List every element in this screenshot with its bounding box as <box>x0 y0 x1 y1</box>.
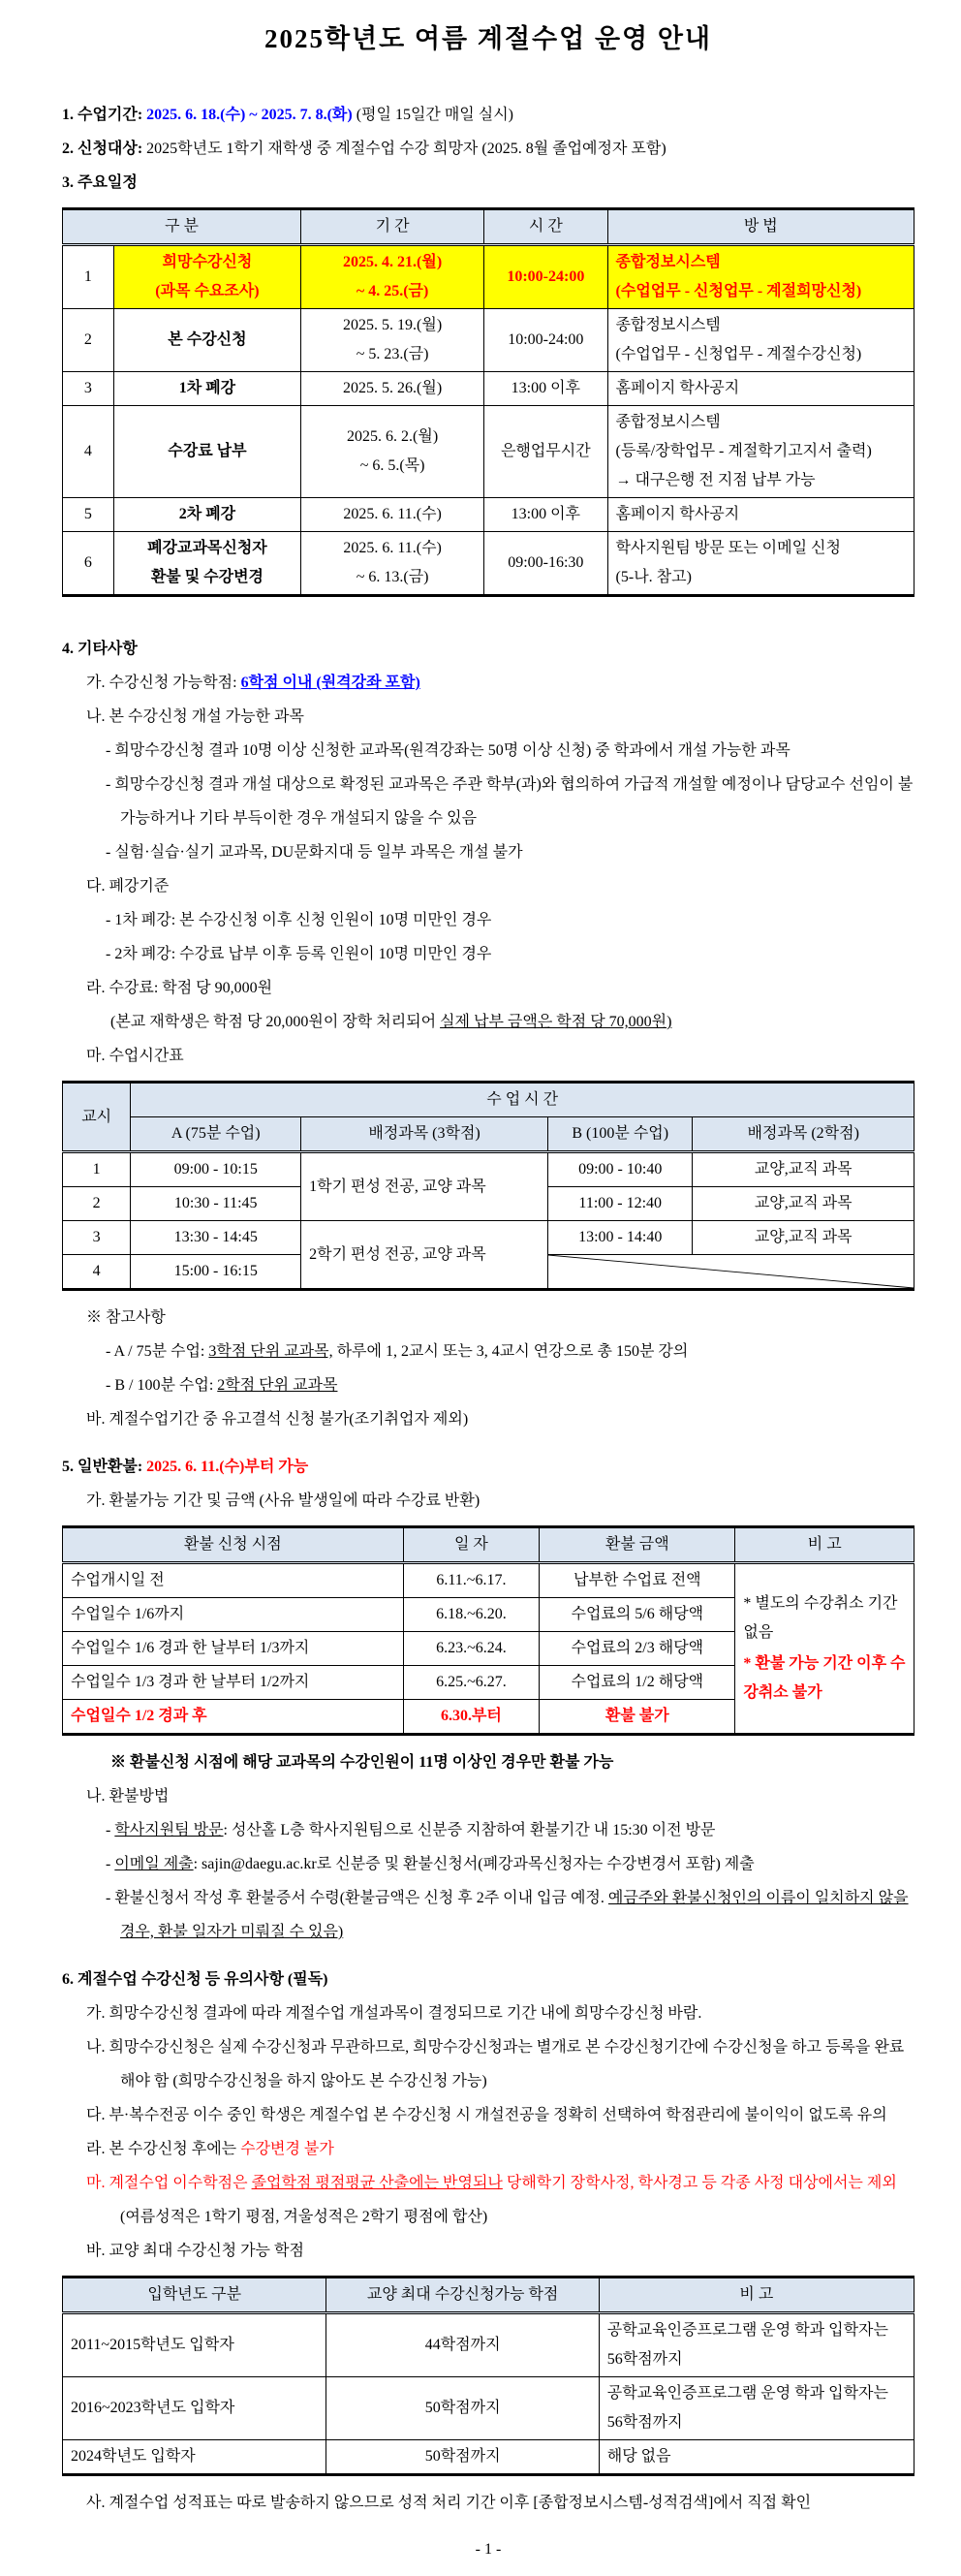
empty-diagonal-cell <box>548 1255 914 1290</box>
class-period-label: 1. 수업기간: <box>62 107 143 123</box>
notice-item-sa: 사. 계절수업 성적표는 따로 발송하지 않으므로 성적 처리 기간 이후 [종합정보시스템-성적검색]에서 직접 확인 <box>86 2495 812 2511</box>
diagonal-line <box>548 1255 914 1288</box>
a-time-cell: 15:00 - 16:15 <box>131 1255 301 1290</box>
notice-ma-red-underlined: 졸업학점 평점평균 산출에는 반영되나 <box>251 2175 503 2191</box>
cell-line: 2025. 4. 21.(월) <box>343 254 443 270</box>
tuition-note-line <box>110 1005 914 1039</box>
period-no: 3 <box>63 1221 131 1255</box>
credit-limit-line <box>86 666 914 700</box>
openable-course-heading: 나. 본 수강신청 개설 가능한 과목 <box>86 708 304 725</box>
notice-ma-normal: (여름성적은 1학기 평점, 겨울성적은 2학기 평점에 합산) <box>120 2209 488 2225</box>
col-header-b-time: B (100분 수업) <box>548 1117 693 1152</box>
col-header-refund-date: 일 자 <box>403 1527 540 1563</box>
period-no: 2 <box>63 1187 131 1221</box>
refund-heading-label: 5. 일반환불: <box>62 1459 147 1475</box>
refund-method-form-prefix: - 환불신청서 작성 후 환불증서 수령(환불금액은 신청 후 2주 이내 입금 예정. <box>106 1890 608 1906</box>
note-a-suffix: 하루에 1, 2교시 또는 3, 4교시 연강으로 총 150분 강의 <box>332 1343 689 1360</box>
a-subject-cell: 1학기 편성 전공, 교양 과목 <box>301 1152 548 1221</box>
notice-item-ga: 가. 희망수강신청 결과에 따라 계절수업 개설과목이 결정되므로 기간 내에 희망수강신청 바람. <box>86 2005 702 2022</box>
note-a-prefix: - A / 75분 수업: <box>106 1343 209 1360</box>
cell-line: 종합정보시스템 <box>615 414 721 430</box>
row-number: 4 <box>63 406 114 498</box>
cohort-cell: 2024학년도 입학자 <box>63 2440 326 2475</box>
table-subheader-row <box>63 1117 914 1152</box>
application-target-line <box>62 132 914 166</box>
cell-line: 희망수강신청 <box>162 254 253 270</box>
time-cell: 13:00 이후 <box>484 372 607 406</box>
note-a-underlined: 3학점 단위 교과목, <box>208 1343 333 1360</box>
table-row <box>63 245 914 309</box>
table-header-row <box>63 1083 914 1117</box>
notice-item-na: 나. 희망수강신청은 실제 수강신청과 무관하므로, 희망수강신청과는 별개로 본 수강신청기간에 수강신청을 하고 등록을 완료해야 함 (희망수강신청을 하지 않아도 본 수강신청 가능) <box>86 2039 905 2089</box>
b-subject-cell: 교양,교직 과목 <box>693 1187 914 1221</box>
class-period-line <box>62 98 914 132</box>
col-header-max-credits: 교양 최대 수강신청가능 학점 <box>326 2278 599 2313</box>
col-header-a-time: A (75분 수업) <box>131 1117 301 1152</box>
col-header-refund-point: 환불 신청 시점 <box>63 1527 404 1563</box>
table-header-row <box>63 1527 914 1563</box>
refund-amount-cell: 납부한 수업료 전액 <box>540 1563 735 1598</box>
cell-line: (등록/장학업무 - 계절학기고지서 출력) <box>615 443 872 459</box>
notice-item-ra <box>86 2132 914 2166</box>
col-header-a-subject: 배정과목 (3학점) <box>301 1117 548 1152</box>
class-period-dates: 2025. 6. 18.(수) ~ 2025. 7. 8.(화) <box>146 107 353 123</box>
reference-notes-heading: ※ 참고사항 <box>86 1309 166 1326</box>
refund-point-cell: 수업개시일 전 <box>63 1563 404 1598</box>
refund-point-cell: 수업일수 1/6까지 <box>63 1598 404 1632</box>
table-row <box>63 372 914 406</box>
col-header-period: 기 간 <box>301 209 484 245</box>
refund-date-cell: 6.30.부터 <box>403 1700 540 1735</box>
refund-section-heading <box>62 1450 914 1484</box>
note-b-line <box>106 1368 914 1402</box>
refund-point-cell: 수업일수 1/6 경과 한 날부터 1/3까지 <box>63 1632 404 1666</box>
col-header-period-no: 교시 <box>63 1083 131 1152</box>
refund-point-cell: 수업일수 1/3 경과 한 날부터 1/2까지 <box>63 1666 404 1700</box>
bullet-dash: - <box>106 1856 115 1872</box>
col-header-note: 비 고 <box>599 2278 914 2313</box>
notices-section-heading: 6. 계절수업 수강신청 등 유의사항 (필독) <box>62 1971 328 1988</box>
col-header-refund-amount: 환불 금액 <box>540 1527 735 1563</box>
refund-date-cell: 6.11.~6.17. <box>403 1563 540 1598</box>
tuition-note-underlined: 실제 납부 금액은 학점 당 70,000원) <box>440 1014 672 1030</box>
b-time-cell: 13:00 - 14:40 <box>548 1221 693 1255</box>
notice-ra-red: 수강변경 불가 <box>240 2141 334 2157</box>
bullet-dash: - <box>106 1822 115 1838</box>
notice-ma-red-b: 당해학기 장학사정, 학사경고 등 각종 사정 대상에서는 제외 <box>502 2175 897 2191</box>
refund-method-email-underlined: 이메일 제출 <box>114 1856 194 1872</box>
refund-amount-cell: 수업료의 1/2 해당액 <box>540 1666 735 1700</box>
cell-line: 2025. 5. 19.(월) <box>343 317 443 333</box>
cell-line: 폐강교과목신청자 <box>147 540 267 556</box>
time-cell: 10:00-24:00 <box>484 309 607 372</box>
cell-line: ~ 5. 23.(금) <box>356 346 429 362</box>
b-subject-cell: 교양,교직 과목 <box>693 1152 914 1187</box>
absence-rule-line: 바. 계절수업기간 중 유고결석 신청 불가(조기취업자 제외) <box>86 1411 469 1428</box>
row-number: 6 <box>63 532 114 596</box>
cell-line: 2025. 6. 11.(수) <box>343 540 442 556</box>
a-subject-cell: 2학기 편성 전공, 교양 과목 <box>301 1221 548 1290</box>
time-cell: 13:00 이후 <box>484 498 607 532</box>
method-cell <box>607 309 914 372</box>
note-cell: 공학교육인증프로그램 운영 학과 입학자는 56학점까지 <box>599 2377 914 2440</box>
a-time-cell: 13:30 - 14:45 <box>131 1221 301 1255</box>
credits-cell: 50학점까지 <box>326 2377 599 2440</box>
method-cell <box>607 245 914 309</box>
refund-date-cell: 6.25.~6.27. <box>403 1666 540 1700</box>
table-row <box>63 1152 914 1187</box>
col-header-cohort: 입학년도 구분 <box>63 2278 326 2313</box>
refund-method-email-rest: : sajin@daegu.ac.kr로 신분증 및 환불신청서(폐강과목신청자는 수강변경서 포함) 제출 <box>193 1856 755 1872</box>
refund-amount-cell: 환불 불가 <box>540 1700 735 1735</box>
row-number: 3 <box>63 372 114 406</box>
period-cell <box>301 309 484 372</box>
category-cell <box>113 245 300 309</box>
openable-course-bullet: - 희망수강신청 결과 10명 이상 신청한 교과목(원격강좌는 50명 이상 신청) 중 학과에서 개설 가능한 과목 <box>106 742 790 759</box>
period-cell: 2025. 5. 26.(월) <box>301 372 484 406</box>
refund-note-normal: * 별도의 수강취소 기간 없음 <box>743 1595 898 1641</box>
notice-ra-prefix: 라. 본 수강신청 후에는 <box>86 2141 241 2157</box>
cell-line: ~ 6. 13.(금) <box>356 569 429 585</box>
main-schedule-table <box>62 207 914 597</box>
refund-method-visit-line <box>106 1813 914 1847</box>
row-number: 1 <box>63 245 114 309</box>
refund-method-visit-rest: : 성산홀 L층 학사지원팀으로 신분증 지참하여 환불기간 내 15:30 이전 방문 <box>223 1822 716 1838</box>
period-cell <box>301 532 484 596</box>
refund-period-heading: 가. 환불가능 기간 및 금액 (사유 발생일에 따라 수강료 반환) <box>86 1492 480 1509</box>
category-cell: 수강료 납부 <box>113 406 300 498</box>
table-row <box>63 2313 914 2377</box>
table-header-row <box>63 209 914 245</box>
refund-note-red: * 환불 가능 기간 이후 수강취소 불가 <box>743 1655 906 1701</box>
a-time-cell: 10:30 - 11:45 <box>131 1187 301 1221</box>
period-no: 4 <box>63 1255 131 1290</box>
cell-line: ~ 6. 5.(목) <box>359 457 425 474</box>
time-cell: 09:00-16:30 <box>484 532 607 596</box>
refund-note-cell <box>735 1563 914 1735</box>
table-row <box>63 406 914 498</box>
tuition-note-prefix: (본교 재학생은 학점 당 20,000원이 장학 처리되어 <box>110 1014 441 1030</box>
period-cell <box>301 406 484 498</box>
cell-line: → 대구은행 전 지점 납부 가능 <box>615 472 816 488</box>
row-number: 2 <box>63 309 114 372</box>
note-cell: 공학교육인증프로그램 운영 학과 입학자는 56학점까지 <box>599 2313 914 2377</box>
col-header-time: 시 간 <box>484 209 607 245</box>
refund-method-email-line <box>106 1847 914 1881</box>
col-header-class-time-group: 수 업 시 간 <box>131 1083 914 1117</box>
cohort-cell: 2011~2015학년도 입학자 <box>63 2313 326 2377</box>
cell-line: (과목 수요조사) <box>155 283 260 299</box>
cell-line: ~ 4. 25.(금) <box>356 283 429 299</box>
refund-amount-cell: 수업료의 5/6 해당액 <box>540 1598 735 1632</box>
b-time-cell: 09:00 - 10:40 <box>548 1152 693 1187</box>
note-a-line <box>106 1335 914 1368</box>
method-cell <box>607 532 914 596</box>
refund-method-form-underlined: 예금주와 환불신청인의 이름이 일치하지 않을 경우, 환불 일자가 미뤄질 수 있음) <box>120 1890 909 1940</box>
openable-course-bullet: - 희망수강신청 결과 개설 대상으로 확정된 교과목은 주관 학부(과)와 협의하여 가급적 개설할 예정이나 담당교수 선임이 불가능하거나 기타 부득이한 경우 개설되지 않을 수 있음 <box>106 776 914 827</box>
cell-line: (수업업무 - 신청업무 - 계절수강신청) <box>615 346 862 362</box>
credit-limit-table <box>62 2276 914 2476</box>
notice-item-ba: 바. 교양 최대 수강신청 가능 학점 <box>86 2243 304 2259</box>
refund-method-form-line <box>106 1881 914 1949</box>
application-target-text: 2025학년도 1학기 재학생 중 계절수업 수강 희망자 (2025. 8월 졸업예정자 포함) <box>146 141 666 157</box>
time-cell: 은행업무시간 <box>484 406 607 498</box>
col-header-b-subject: 배정과목 (2학점) <box>693 1117 914 1152</box>
cell-line: 환불 및 수강변경 <box>150 569 264 585</box>
table-row <box>63 1221 914 1255</box>
period-cell <box>301 245 484 309</box>
period-cell: 2025. 6. 11.(수) <box>301 498 484 532</box>
cohort-cell: 2016~2023학년도 입학자 <box>63 2377 326 2440</box>
category-cell: 1차 폐강 <box>113 372 300 406</box>
refund-date-cell: 6.23.~6.24. <box>403 1632 540 1666</box>
notice-item-ma <box>86 2166 914 2234</box>
col-header-refund-note: 비 고 <box>735 1527 914 1563</box>
refund-table <box>62 1525 914 1736</box>
class-times-table <box>62 1081 914 1291</box>
col-header-category: 구 분 <box>63 209 301 245</box>
method-cell: 홈페이지 학사공지 <box>607 372 914 406</box>
page-number: - 1 - <box>475 2541 502 2558</box>
period-no: 1 <box>63 1152 131 1187</box>
col-header-method: 방 법 <box>607 209 914 245</box>
credit-limit-label: 가. 수강신청 가능학점: <box>86 675 241 691</box>
refund-method-visit-underlined: 학사지원팀 방문 <box>114 1822 224 1838</box>
class-period-note: (평일 15일간 매일 실시) <box>356 107 514 123</box>
b-subject-cell: 교양,교직 과목 <box>693 1221 914 1255</box>
table-row <box>63 1563 914 1598</box>
refund-method-heading: 나. 환불방법 <box>86 1788 170 1805</box>
closure-criteria-bullet: - 1차 폐강: 본 수강신청 이후 신청 인원이 10명 미만인 경우 <box>106 912 492 928</box>
refund-point-cell: 수업일수 1/2 경과 후 <box>63 1700 404 1735</box>
category-cell <box>113 532 300 596</box>
closure-criteria-bullet: - 2차 폐강: 수강료 납부 이후 등록 인원이 10명 미만인 경우 <box>106 946 492 962</box>
etc-section-heading: 4. 기타사항 <box>62 641 138 657</box>
refund-date-cell: 6.18.~6.20. <box>403 1598 540 1632</box>
table-row <box>63 2377 914 2440</box>
cell-line: 학사지원팀 방문 또는 이메일 신청 <box>615 540 841 556</box>
table-header-row <box>63 2278 914 2313</box>
note-b-underlined: 2학점 단위 교과목 <box>217 1377 338 1394</box>
refund-amount-cell: 수업료의 2/3 해당액 <box>540 1632 735 1666</box>
timetable-heading: 마. 수업시간표 <box>86 1048 184 1064</box>
time-cell: 10:00-24:00 <box>484 245 607 309</box>
table-row <box>63 309 914 372</box>
cell-line: (수업업무 - 신청업무 - 계절희망신청) <box>615 283 862 299</box>
credit-limit-value: 6학점 이내 (원격강좌 포함) <box>240 675 420 691</box>
method-cell: 홈페이지 학사공지 <box>607 498 914 532</box>
notice-item-da: 다. 부·복수전공 이수 중인 학생은 계절수업 본 수강신청 시 개설전공을 정확히 선택하여 학점관리에 불이익이 없도록 유의 <box>86 2107 887 2123</box>
page-title: 2025학년도 여름 계절수업 운영 안내 <box>264 24 713 53</box>
credits-cell: 50학점까지 <box>326 2440 599 2475</box>
category-cell: 2차 폐강 <box>113 498 300 532</box>
credits-cell: 44학점까지 <box>326 2313 599 2377</box>
table-row <box>63 2440 914 2475</box>
a-time-cell: 09:00 - 10:15 <box>131 1152 301 1187</box>
note-b-prefix: - B / 100분 수업: <box>106 1377 218 1394</box>
table-row <box>63 532 914 596</box>
tuition-line: 라. 수강료: 학점 당 90,000원 <box>86 980 273 996</box>
application-target-label: 2. 신청대상: <box>62 141 143 157</box>
note-cell: 해당 없음 <box>599 2440 914 2475</box>
cell-line: 2025. 6. 2.(월) <box>347 428 439 445</box>
cell-line: 종합정보시스템 <box>615 317 721 333</box>
cell-line: (5-나. 참고) <box>615 569 692 585</box>
refund-condition-note: ※ 환불신청 시점에 해당 교과목의 수강인원이 11명 이상인 경우만 환불 가능 <box>110 1754 614 1771</box>
schedule-section-heading: 3. 주요일정 <box>62 174 138 191</box>
cell-line: 종합정보시스템 <box>615 254 721 270</box>
b-time-cell: 11:00 - 12:40 <box>548 1187 693 1221</box>
row-number: 5 <box>63 498 114 532</box>
method-cell <box>607 406 914 498</box>
table-row <box>63 498 914 532</box>
openable-course-bullet: - 실험·실습·실기 교과목, DU문화지대 등 일부 과목은 개설 불가 <box>106 844 523 861</box>
category-cell: 본 수강신청 <box>113 309 300 372</box>
refund-heading-date: 2025. 6. 11.(수)부터 가능 <box>146 1459 309 1475</box>
closure-criteria-heading: 다. 폐강기준 <box>86 878 170 895</box>
notice-ma-red-a: 마. 계절수업 이수학점은 <box>86 2175 252 2191</box>
